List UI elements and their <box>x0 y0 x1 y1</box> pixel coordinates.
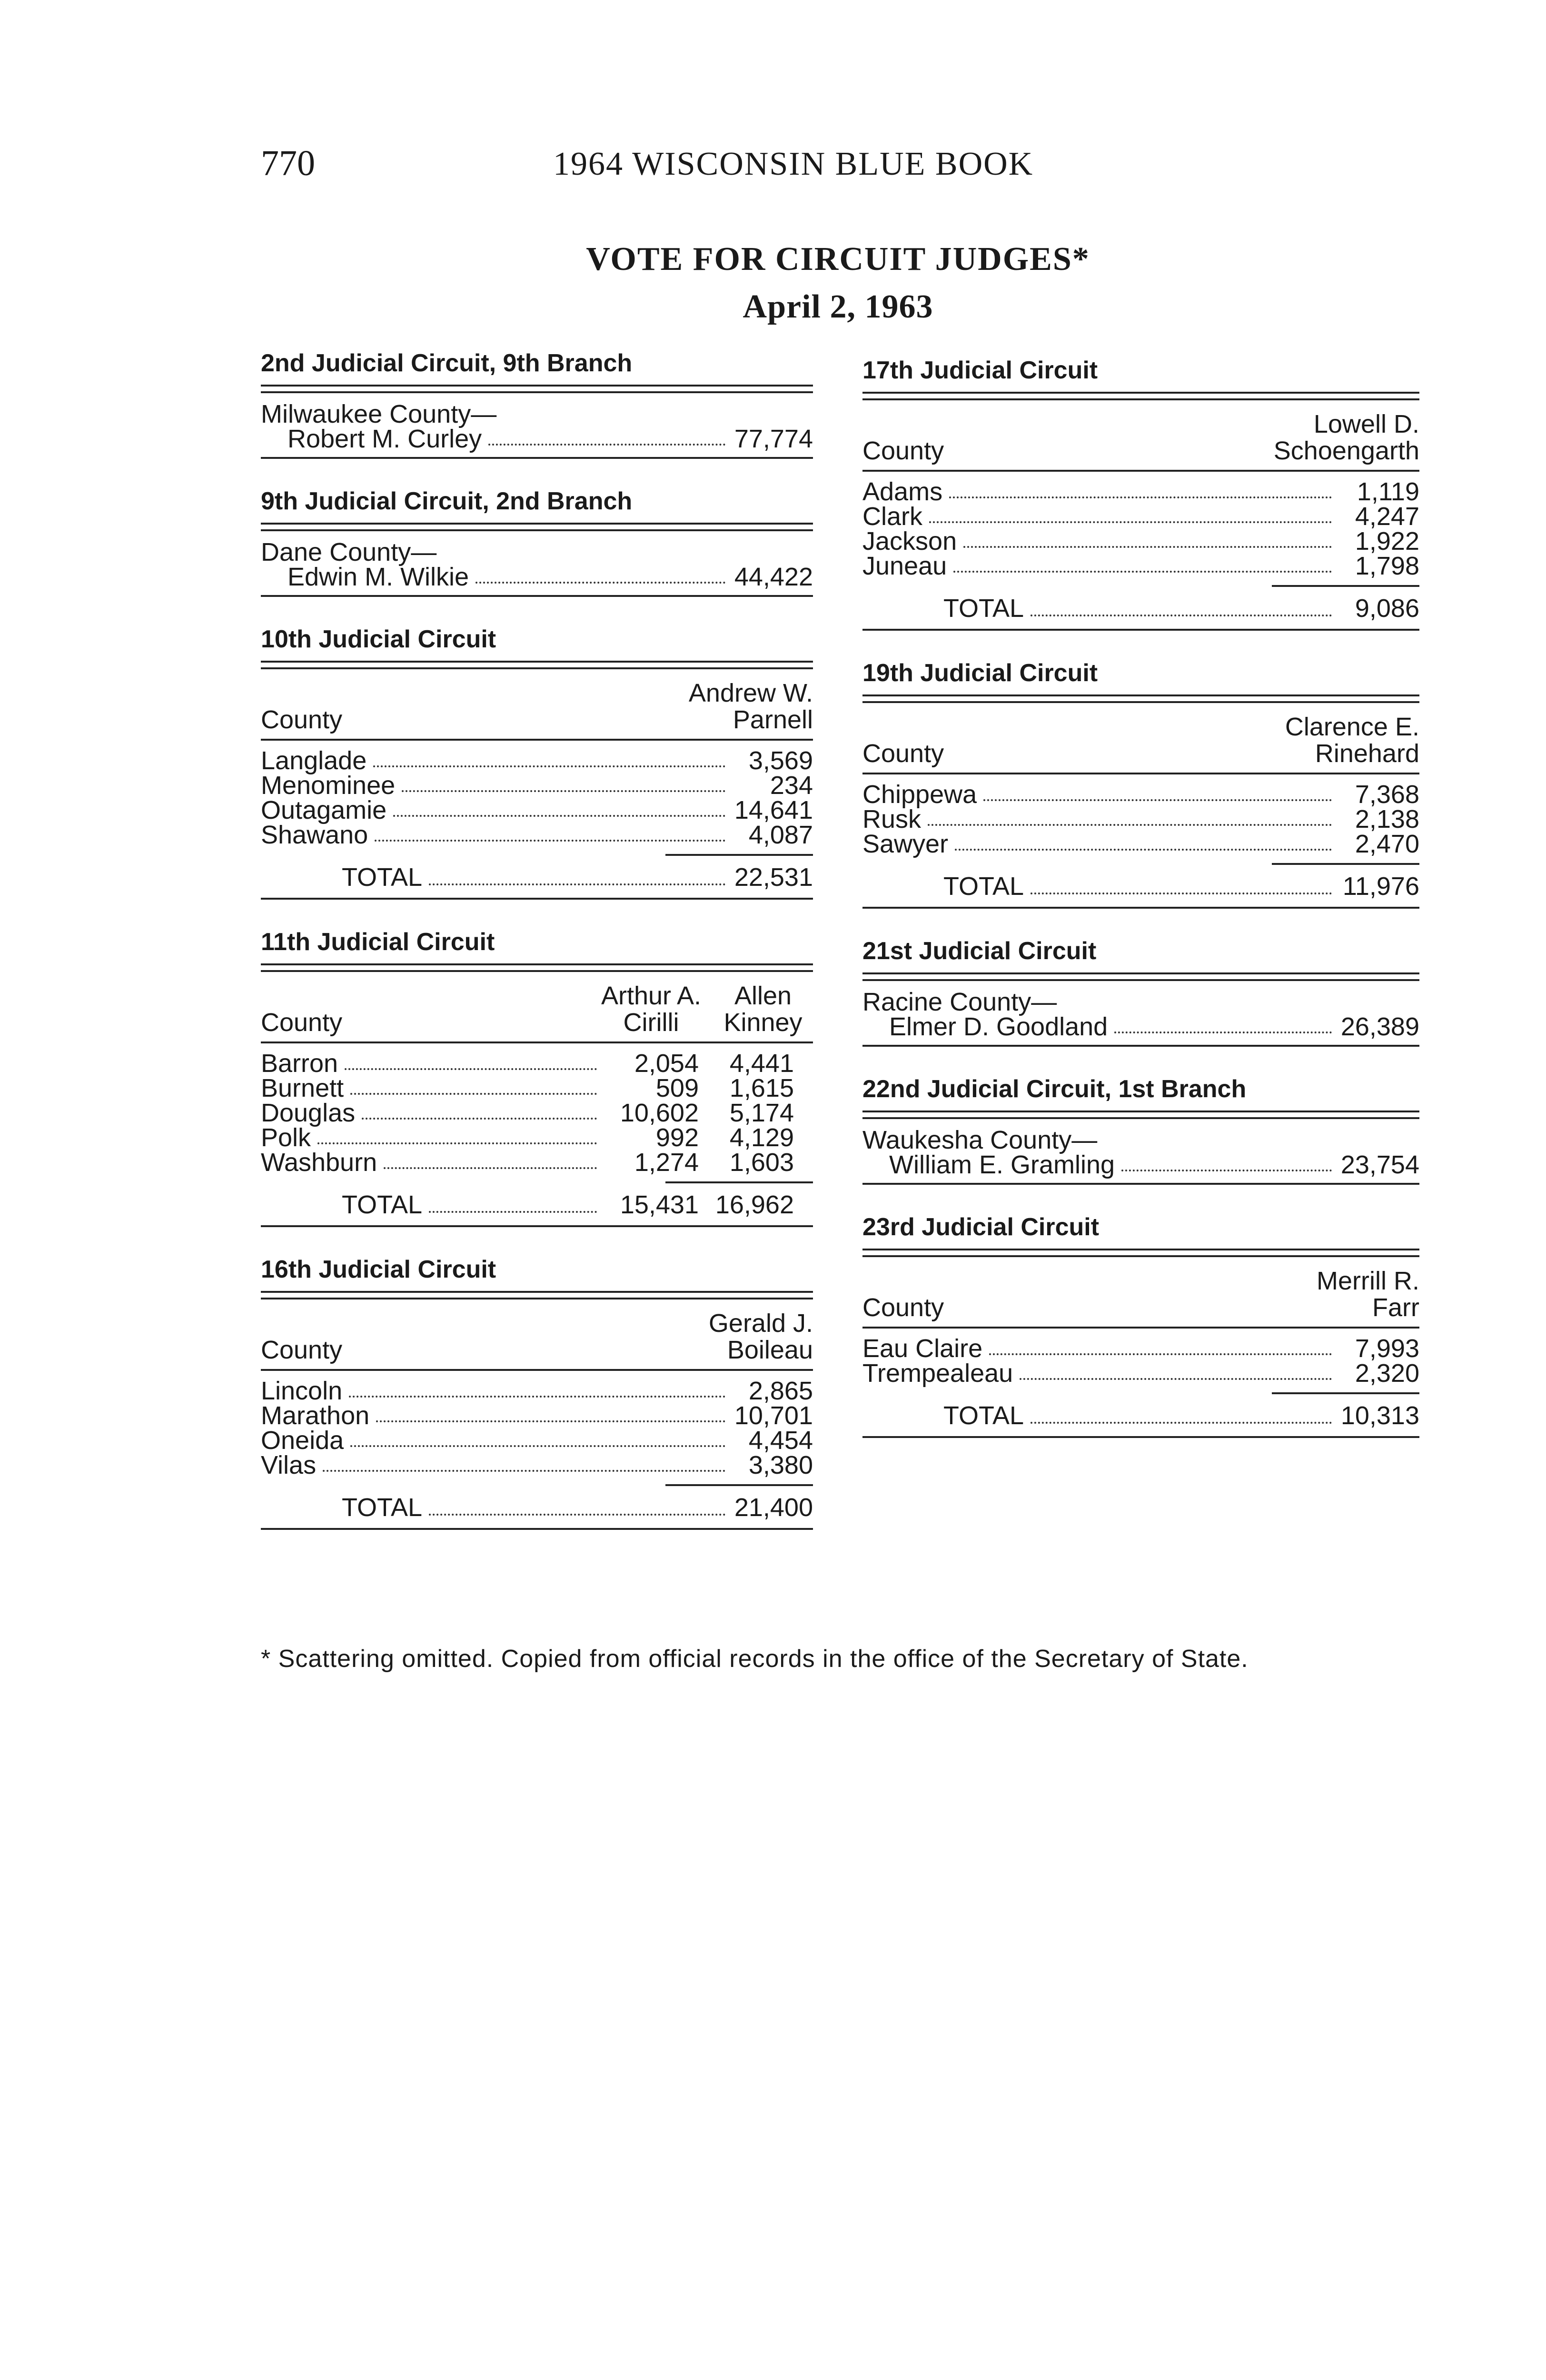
section-heading: 11th Judicial Circuit <box>261 928 495 956</box>
election-date: April 2, 1963 <box>743 288 933 325</box>
county-name: Rusk <box>862 805 922 833</box>
table-header <box>862 703 1419 773</box>
county-name: Shawano <box>261 821 368 849</box>
leader-dots <box>384 1167 597 1169</box>
candidate-column-header <box>689 680 813 733</box>
county-label: Racine County— <box>862 988 1057 1016</box>
total-row <box>261 856 813 898</box>
total-label: TOTAL <box>342 863 423 892</box>
table-row <box>261 1453 813 1478</box>
candidate-first-line: Lowell D. <box>1313 410 1419 438</box>
leader-dots <box>429 1514 725 1516</box>
table-row <box>862 832 1419 856</box>
leader-dots <box>953 571 1332 573</box>
county-name: Sawyer <box>862 830 949 858</box>
county-rows <box>862 472 1419 585</box>
total-row <box>261 1486 813 1528</box>
candidate-column-header <box>1317 1268 1419 1321</box>
vote-count: 14,641 <box>734 796 813 824</box>
double-rule <box>261 661 813 669</box>
total-label: TOTAL <box>342 1190 423 1219</box>
vote-count: 2,470 <box>1355 830 1419 858</box>
section-heading: 16th Judicial Circuit <box>261 1256 496 1283</box>
vote-count-2: 4,441 <box>729 1049 794 1078</box>
vote-count-2: 4,129 <box>729 1123 794 1152</box>
single-candidate-entry <box>862 981 1419 1045</box>
county-name: Trempealeau <box>862 1359 1013 1388</box>
candidate-first-line: Allen <box>734 982 792 1010</box>
vote-count: 1,119 <box>1357 477 1419 506</box>
circuit-23-section <box>862 1211 1419 1438</box>
footnote: * Scattering omitted. Copied from official records in the office of the Secretary of State. <box>261 1645 1249 1673</box>
leader-dots <box>362 1118 597 1120</box>
table-row <box>261 1150 813 1175</box>
left-column <box>261 347 813 1530</box>
county-name: Clark <box>862 502 923 531</box>
county-name: Douglas <box>261 1099 356 1127</box>
vote-count: 44,422 <box>734 563 813 591</box>
vote-count-1: 992 <box>655 1123 699 1152</box>
county-name: Polk <box>261 1123 311 1152</box>
candidate-name: Elmer D. Goodland <box>889 1012 1108 1041</box>
circuit-17-section <box>862 355 1419 631</box>
candidate-first-line: Andrew W. <box>688 679 813 707</box>
leader-dots <box>1031 892 1332 894</box>
total-votes: 10,313 <box>1340 1401 1419 1430</box>
table-row <box>261 1101 813 1125</box>
total-row <box>862 865 1419 907</box>
double-rule <box>261 963 813 972</box>
double-rule <box>862 392 1419 400</box>
candidate-last-name: Boileau <box>727 1336 813 1364</box>
circuit-10-section <box>261 624 813 900</box>
candidate-name: Robert M. Curley <box>287 425 482 453</box>
leader-dots <box>350 1093 597 1095</box>
table-row <box>261 773 813 798</box>
county-name: Eau Claire <box>862 1334 983 1363</box>
vote-count-1: 509 <box>655 1074 699 1102</box>
section-heading: 19th Judicial Circuit <box>862 659 1098 687</box>
table-row <box>261 1403 813 1428</box>
county-rows <box>862 774 1419 863</box>
right-column <box>862 355 1419 1438</box>
county-column-header: County <box>261 1336 343 1364</box>
county-label: Dane County— <box>261 538 437 566</box>
leader-dots <box>345 1068 597 1070</box>
county-name: Washburn <box>261 1148 377 1177</box>
county-name: Oneida <box>261 1426 344 1455</box>
vote-count: 7,993 <box>1355 1334 1419 1363</box>
rule <box>862 1436 1419 1438</box>
rule <box>261 1528 813 1530</box>
county-label: Waukesha County— <box>862 1126 1098 1154</box>
vote-count: 77,774 <box>734 425 813 453</box>
section-heading: 21st Judicial Circuit <box>862 937 1097 965</box>
vote-count-2: 1,615 <box>729 1074 794 1102</box>
vote-count: 234 <box>770 771 813 800</box>
section-heading: 2nd Judicial Circuit, 9th Branch <box>261 349 633 377</box>
leader-dots <box>989 1353 1332 1355</box>
county-column-header: County <box>261 1008 343 1037</box>
leader-dots <box>402 790 725 792</box>
table-row <box>862 554 1419 578</box>
total-votes-2: 16,962 <box>715 1190 794 1219</box>
total-row <box>862 587 1419 629</box>
leader-dots <box>488 444 725 446</box>
table-row <box>862 807 1419 832</box>
leader-dots <box>349 1396 725 1398</box>
vote-count: 10,701 <box>734 1401 813 1430</box>
total-label: TOTAL <box>943 872 1024 901</box>
section-heading: 9th Judicial Circuit, 2nd Branch <box>261 487 633 515</box>
single-candidate-entry <box>261 531 813 595</box>
leader-dots <box>429 1211 597 1213</box>
vote-count: 4,247 <box>1355 502 1419 531</box>
table-row <box>261 1428 813 1453</box>
table-row <box>862 1361 1419 1386</box>
candidate-column-header <box>1274 411 1419 464</box>
double-rule <box>862 694 1419 703</box>
table-row <box>862 1336 1419 1361</box>
total-label: TOTAL <box>342 1493 423 1522</box>
candidate-last-name: Schoengarth <box>1273 436 1419 465</box>
county-name: Juneau <box>862 552 947 580</box>
table-header <box>862 1257 1419 1327</box>
candidate-name: William E. Gramling <box>889 1150 1115 1179</box>
leader-dots <box>955 849 1332 851</box>
book-title: 1964 WISCONSIN BLUE BOOK <box>553 146 1034 182</box>
circuit-22-section <box>862 1073 1419 1185</box>
single-candidate-entry <box>261 393 813 457</box>
county-rows <box>261 1371 813 1484</box>
leader-dots <box>476 582 725 584</box>
county-name: Langlade <box>261 746 367 775</box>
vote-count: 2,320 <box>1355 1359 1419 1388</box>
county-name: Jackson <box>862 527 957 555</box>
leader-dots <box>393 815 725 817</box>
leader-dots <box>373 765 725 767</box>
circuit-16-section <box>261 1254 813 1530</box>
vote-count: 3,380 <box>748 1451 813 1479</box>
county-rows <box>862 1329 1419 1392</box>
leader-dots <box>928 824 1332 826</box>
county-name: Marathon <box>261 1401 370 1430</box>
candidate-name: Edwin M. Wilkie <box>287 563 469 591</box>
table-header <box>862 400 1419 470</box>
double-rule <box>261 385 813 393</box>
circuit-11-section <box>261 926 813 1227</box>
table-row <box>862 504 1419 529</box>
double-rule <box>261 523 813 531</box>
table-row <box>261 823 813 847</box>
vote-count: 3,569 <box>748 746 813 775</box>
county-column-header: County <box>862 1293 944 1322</box>
double-rule <box>862 972 1419 981</box>
candidate-last-name: Cirilli <box>623 1008 679 1037</box>
vote-count: 1,922 <box>1355 527 1419 555</box>
vote-count-1: 10,602 <box>620 1099 699 1127</box>
table-row <box>261 1378 813 1403</box>
county-name: Menominee <box>261 771 396 800</box>
total-label: TOTAL <box>943 594 1024 623</box>
candidate-last-name: Rinehard <box>1315 739 1419 768</box>
table-row <box>261 1051 813 1076</box>
candidate-first-line: Arthur A. <box>601 982 702 1010</box>
leader-dots <box>1020 1378 1332 1380</box>
total-votes: 22,531 <box>734 863 813 892</box>
leader-dots <box>1121 1170 1332 1171</box>
vote-count-1: 2,054 <box>634 1049 699 1078</box>
table-header <box>261 972 813 1041</box>
vote-count-1: 1,274 <box>634 1148 699 1177</box>
total-votes: 21,400 <box>734 1493 813 1522</box>
candidate-last-name: Farr <box>1372 1293 1419 1322</box>
leader-dots <box>963 546 1332 548</box>
table-row <box>261 798 813 823</box>
total-votes: 9,086 <box>1355 594 1419 623</box>
candidate-last-name: Parnell <box>733 705 813 734</box>
table-row <box>862 479 1419 504</box>
county-rows <box>261 1043 813 1181</box>
total-label: TOTAL <box>943 1401 1024 1430</box>
leader-dots <box>376 1420 725 1422</box>
section-heading: 23rd Judicial Circuit <box>862 1213 1100 1241</box>
leader-dots <box>983 799 1332 801</box>
circuit-21-section <box>862 935 1419 1047</box>
table-row <box>261 748 813 773</box>
leader-dots <box>1114 1031 1332 1033</box>
candidate-1-header <box>589 982 713 1036</box>
table-header <box>261 669 813 739</box>
vote-count: 1,798 <box>1355 552 1419 580</box>
table-row <box>862 529 1419 554</box>
table-row <box>862 782 1419 807</box>
leader-dots <box>317 1142 597 1144</box>
vote-count: 4,087 <box>748 821 813 849</box>
county-name: Adams <box>862 477 943 506</box>
county-name: Burnett <box>261 1074 344 1102</box>
single-candidate-entry <box>862 1119 1419 1183</box>
candidate-first-line: Merrill R. <box>1317 1267 1419 1295</box>
candidate-first-line: Clarence E. <box>1285 713 1419 741</box>
section-heading: 17th Judicial Circuit <box>862 357 1098 384</box>
double-rule <box>862 1249 1419 1257</box>
candidate-column-header <box>709 1310 813 1363</box>
page-title: VOTE FOR CIRCUIT JUDGES* <box>586 241 1090 278</box>
county-name: Outagamie <box>261 796 387 824</box>
section-heading: 10th Judicial Circuit <box>261 625 496 653</box>
section-heading: 22nd Judicial Circuit, 1st Branch <box>862 1075 1247 1103</box>
circuit-19-section <box>862 657 1419 909</box>
vote-count: 2,865 <box>748 1377 813 1405</box>
vote-count: 26,389 <box>1340 1012 1419 1041</box>
circuit-2-section <box>261 347 813 459</box>
vote-count: 23,754 <box>1340 1150 1419 1179</box>
vote-count: 4,454 <box>748 1426 813 1455</box>
vote-count-2: 5,174 <box>729 1099 794 1127</box>
county-name: Vilas <box>261 1451 317 1479</box>
leader-dots <box>929 521 1332 523</box>
candidate-column-header <box>1285 714 1419 767</box>
county-column-header: County <box>862 436 944 465</box>
total-row <box>261 1183 813 1225</box>
county-column-header: County <box>862 739 944 768</box>
leader-dots <box>429 883 725 885</box>
double-rule <box>862 1111 1419 1119</box>
candidate-first-line: Gerald J. <box>708 1309 813 1338</box>
vote-count: 7,368 <box>1355 780 1419 809</box>
county-rows <box>261 741 813 854</box>
leader-dots <box>949 496 1332 498</box>
county-name: Chippewa <box>862 780 977 809</box>
leader-dots <box>1031 1422 1332 1424</box>
leader-dots <box>1031 615 1332 616</box>
table-row <box>261 1076 813 1101</box>
double-rule <box>261 1291 813 1299</box>
leader-dots <box>350 1445 725 1447</box>
total-votes: 11,976 <box>1342 872 1419 901</box>
candidate-2-header <box>713 982 813 1036</box>
county-name: Lincoln <box>261 1377 343 1405</box>
county-column-header: County <box>261 705 343 734</box>
county-label: Milwaukee County— <box>261 400 497 428</box>
total-row <box>862 1394 1419 1436</box>
leader-dots <box>323 1470 725 1472</box>
vote-count-2: 1,603 <box>729 1148 794 1177</box>
table-header <box>261 1299 813 1369</box>
candidate-last-name: Kinney <box>723 1008 803 1037</box>
county-name: Barron <box>261 1049 338 1078</box>
circuit-9-section <box>261 486 813 597</box>
leader-dots <box>375 840 725 842</box>
vote-count: 2,138 <box>1355 805 1419 833</box>
page-number: 770 <box>261 143 315 183</box>
total-votes-1: 15,431 <box>620 1190 699 1219</box>
table-row <box>261 1125 813 1150</box>
